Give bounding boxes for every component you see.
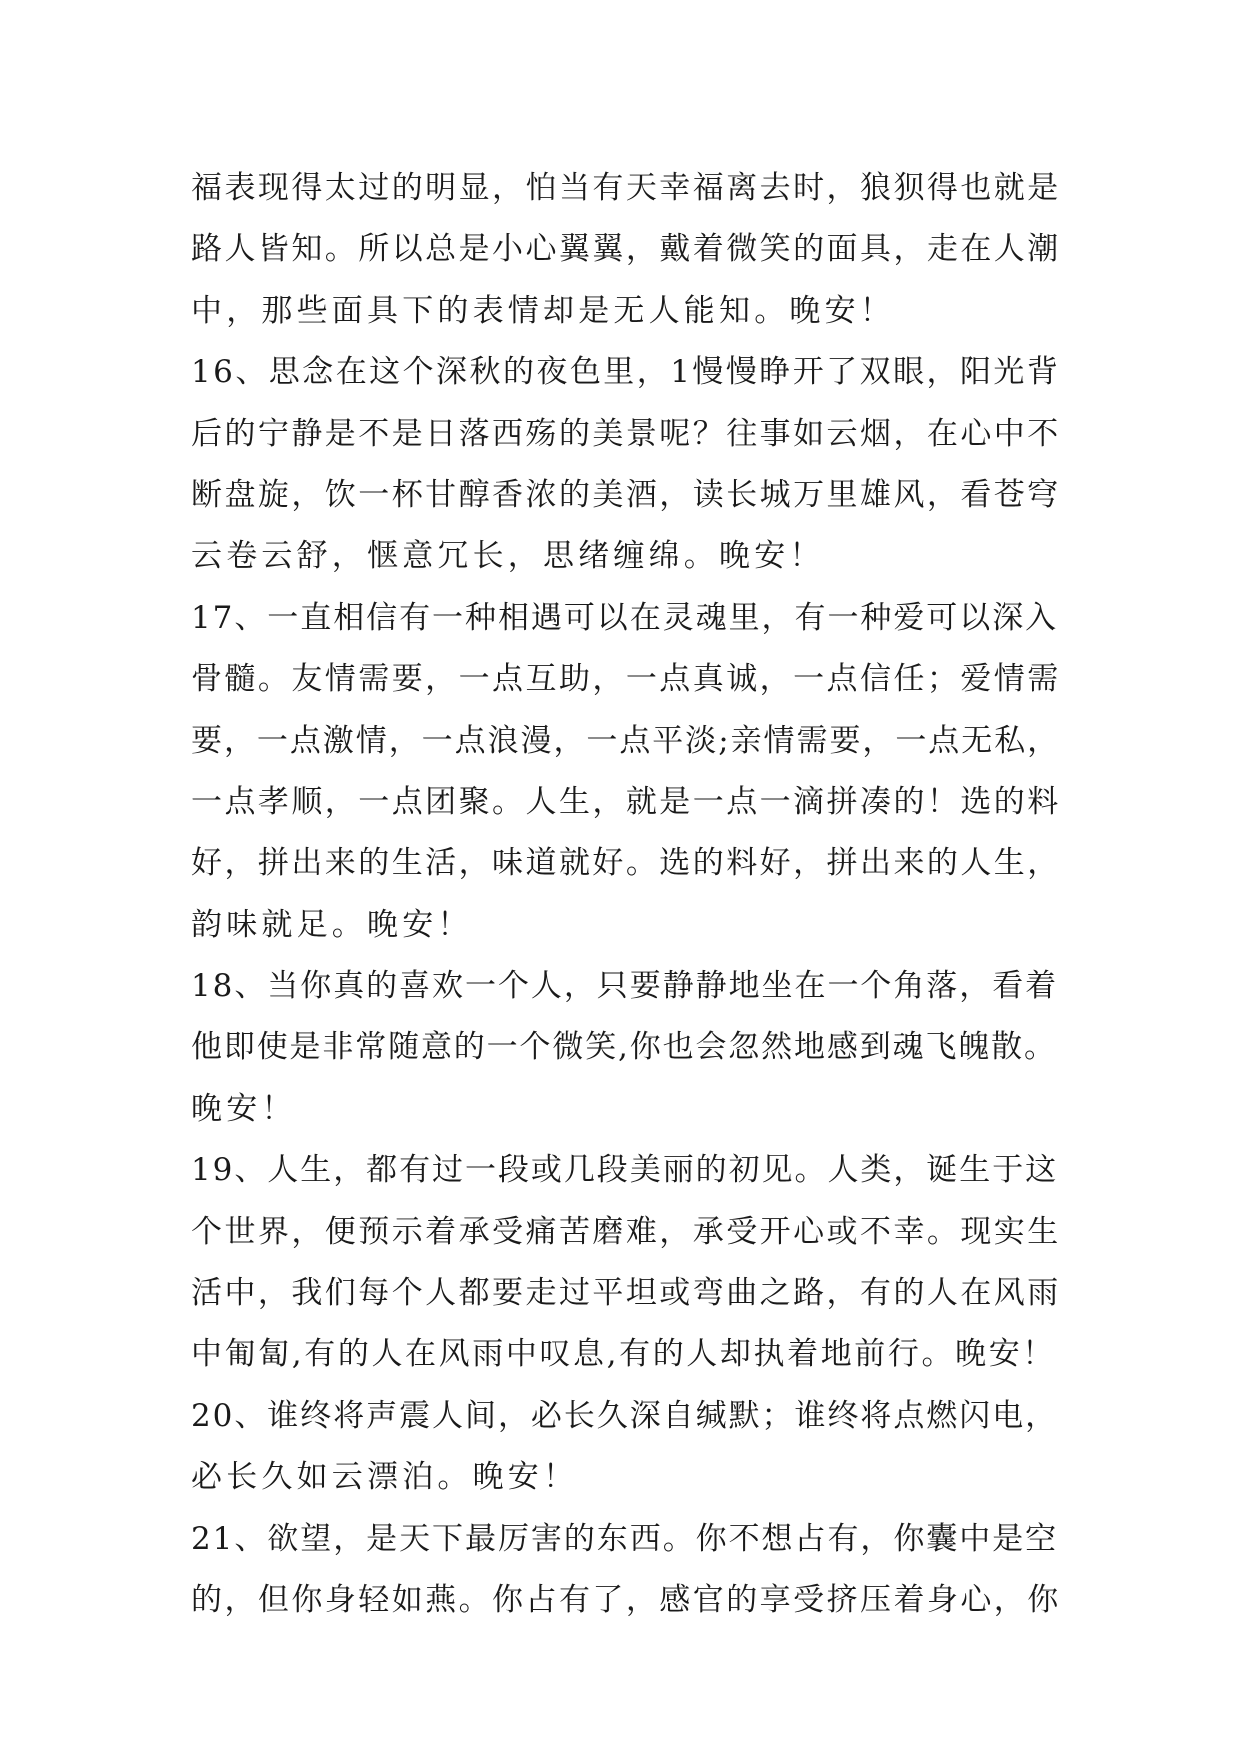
text-line: 福表现得太过的明显，怕当有天幸福离去时，狼狈得也就是 — [191, 170, 1061, 206]
text-line: 他即使是非常随意的一个微笑,你也会忽然地感到魂飞魄散。 — [191, 1029, 1057, 1066]
text-line: 活中，我们每个人都要走过平坦或弯曲之路，有的人在风雨 — [191, 1275, 1061, 1312]
text-line: 一点孝顺，一点团聚。人生，就是一点一滴拼凑的！选的料 — [191, 783, 1061, 820]
text-line: 21、欲望，是天下最厉害的东西。你不想占有，你囊中是空 — [191, 1520, 1059, 1557]
text-line: 好，拼出来的生活，味道就好。选的料好，拼出来的人生， — [191, 845, 1061, 882]
text-line: 云卷云舒，惬意冗长，思绪缠绵。晚安！ — [191, 538, 825, 575]
text-line: 韵味就足。晚安！ — [191, 906, 473, 943]
text-line: 18、当你真的喜欢一个人，只要静静地坐在一个角落，看着 — [191, 968, 1059, 1005]
text-line: 必长久如云漂泊。晚安！ — [191, 1459, 579, 1496]
text-line: 16、思念在这个深秋的夜色里，1慢慢睁开了双眼，阳光背 — [191, 354, 1061, 391]
text-line: 后的宁静是不是日落西殇的美景呢？往事如云烟，在心中不 — [191, 415, 1061, 452]
text-line: 的，但你身轻如燕。你占有了，感官的享受挤压着身心，你 — [191, 1581, 1061, 1618]
text-line: 要，一点激情，一点浪漫，一点平淡;亲情需要，一点无私， — [191, 722, 1061, 759]
text-line: 19、人生，都有过一段或几段美丽的初见。人类，诞生于这 — [191, 1152, 1059, 1189]
body-text — [191, 158, 1061, 1631]
text-line: 17、一直相信有一种相遇可以在灵魂里，有一种爱可以深入 — [191, 599, 1059, 636]
text-line: 中，那些面具下的表情却是无人能知。晚安！ — [191, 292, 895, 329]
text-line: 断盘旋，饮一杯甘醇香浓的美酒，读长城万里雄风，看苍穹 — [191, 476, 1061, 513]
text-line: 骨髓。友情需要，一点互助，一点真诚，一点信任；爱情需 — [191, 661, 1061, 698]
text-line: 个世界，便预示着承受痛苦磨难，承受开心或不幸。现实生 — [191, 1213, 1061, 1250]
text-line: 晚安！ — [191, 1090, 297, 1127]
text-line: 路人皆知。所以总是小心翼翼，戴着微笑的面具，走在人潮 — [191, 231, 1061, 268]
text-line: 20、谁终将声震人间，必长久深自缄默；谁终将点燃闪电， — [191, 1397, 1059, 1434]
text-line: 中匍匐,有的人在风雨中叹息,有的人却执着地前行。晚安！ — [191, 1336, 1056, 1373]
